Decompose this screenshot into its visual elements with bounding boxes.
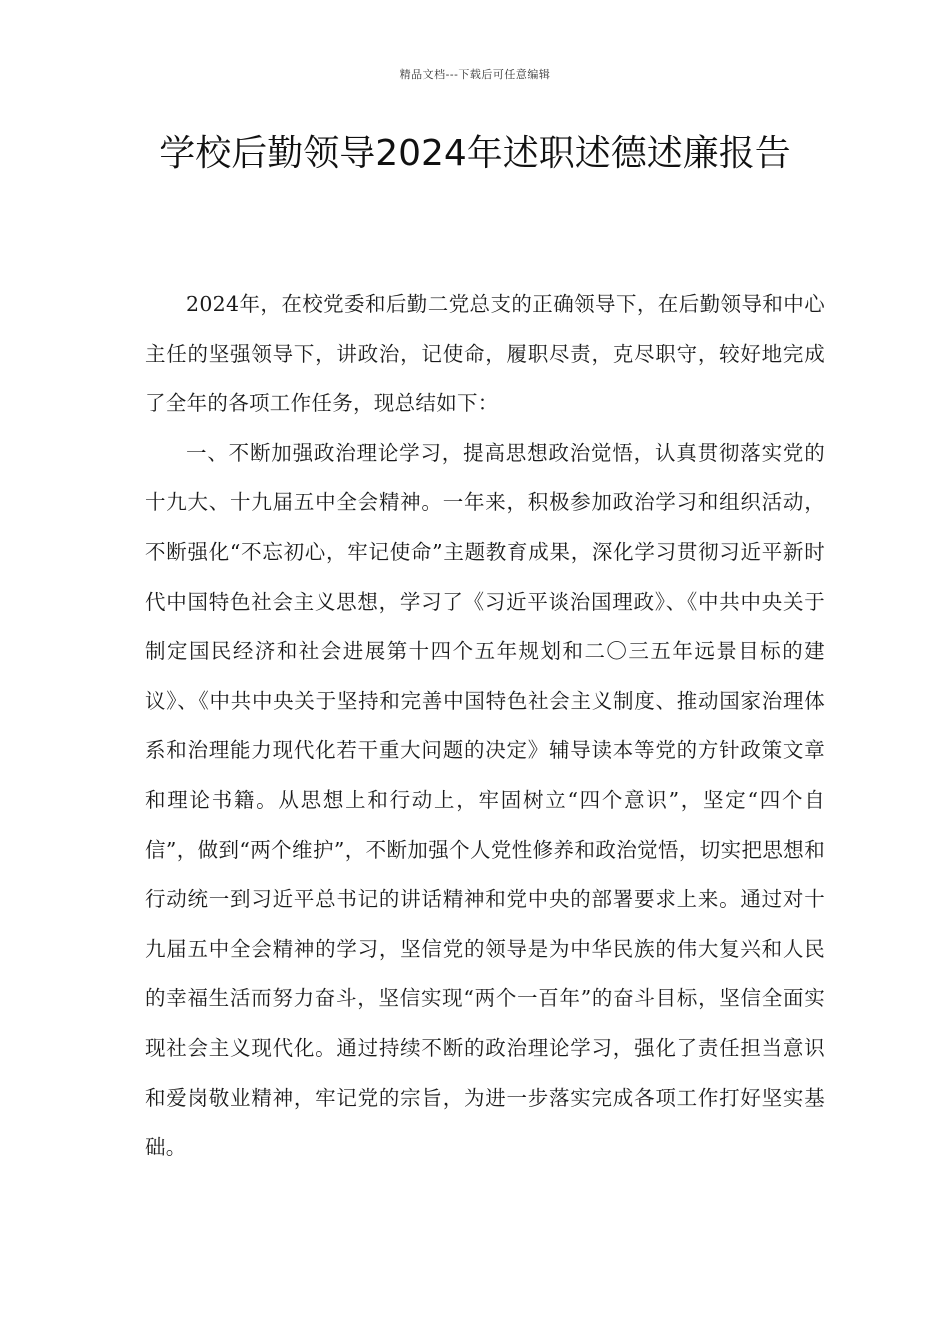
document-title: 学校后勤领导2024年述职述德述廉报告 (159, 133, 791, 174)
header-note: 精品文档---下载后可任意编辑 (399, 68, 551, 81)
paragraph-section-1: 一、不断加强政治理论学习，提高思想政治觉悟，认真贯彻落实党的十九大、十九届五中全会精神。一年来，积极参加政治学习和组织活动，不断强化“不忘初心，牢记使命”主题教育成果，深化学习贯彻习近平新时代中国特色社会主义思想，学习了《习近平谈治国理政》、《中共中央关于制定国民经济和社会进展第十四个五年规划和二〇三五年远景目标的建议》、《中共中央关于坚持和完善中国特色社会主义制度、推动国家治理体系和治理能力现代化若干重大问题的决定》辅导读本等党的方针政策文章和理论书籍。从思想上和行动上，牢固树立“四个意识”，坚定“四个自信”，做到“两个维护”，不断加强个人党性修养和政治觉悟，切实把思想和行动统一到习近平总书记的讲话精神和党中央的部署要求上来。通过对十九届五中全会精神的学习，坚信党的领导是为中华民族的伟大复兴和人民的幸福生活而努力奋斗，坚信实现“两个一百年”的奋斗目标，坚信全面实现社会主义现代化。通过持续不断的政治理论学习，强化了责任担当意识和爱岗敬业精神，牢记党的宗旨，为进一步落实完成各项工作打好坚实基础。 (145, 440, 825, 1160)
paragraph-intro: 2024年，在校党委和后勤二党总支的正确领导下，在后勤领导和中心主任的坚强领导下，讲政治，记使命，履职尽责，克尽职守，较好地完成了全年的各项工作任务，现总结如下： (145, 292, 825, 416)
document-body (145, 280, 825, 1173)
